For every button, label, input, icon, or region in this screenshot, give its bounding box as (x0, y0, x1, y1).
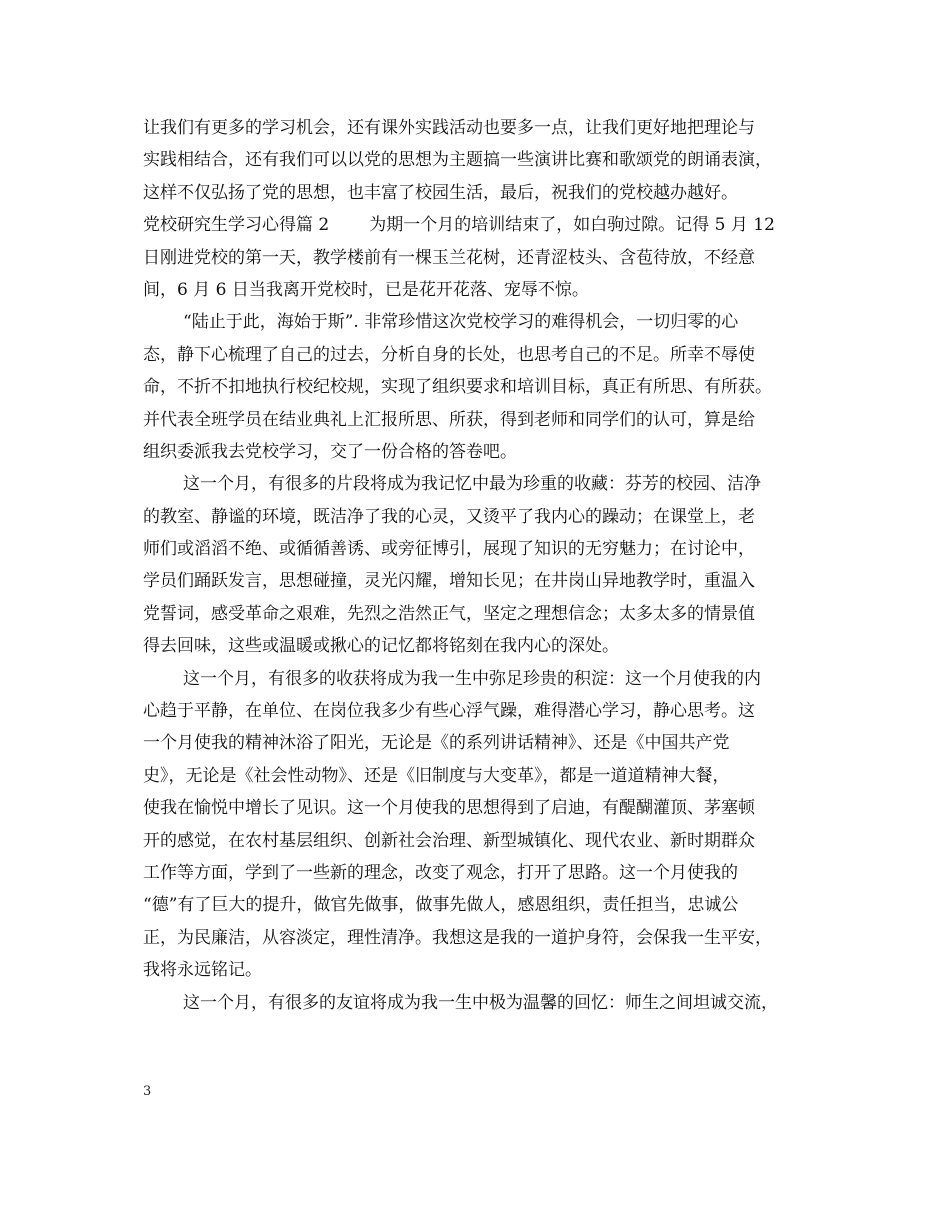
line-text: 使我在愉悦中增长了见识。这一个月使我的思想得到了启迪，有醍醐灌顶、茅塞顿 (143, 798, 755, 819)
line-text: 日刚进党校的第一天，教学楼前有一棵玉兰花树，还青涩枝头、含苞待放，不经意 (143, 247, 755, 268)
line-text: 师们或滔滔不绝、或循循善诱、或旁征博引，展现了知识的无穷魅力；在讨论中， (143, 539, 755, 560)
text-line (143, 306, 825, 338)
line-text: 为期一个月的培训结束了，如白驹过隙。记得 5 月 12 (369, 215, 775, 236)
text-line (143, 242, 825, 274)
text-line (143, 565, 825, 597)
line-text: 实践相结合，还有我们可以以党的思想为主题搞一些演讲比赛和歌颂党的朗诵表演， (143, 150, 772, 171)
line-text: 我将永远铭记。 (143, 960, 262, 981)
line-text: 命，不折不扣地执行校纪校规，实现了组织要求和培训目标，真正有所思、有所获。 (143, 377, 772, 398)
line-text: 让我们有更多的学习机会，还有课外实践活动也要多一点，让我们更好地把理论与 (143, 118, 755, 138)
text-line (143, 695, 825, 727)
text-line (143, 177, 825, 209)
line-text: 党誓词，感受革命之艰难，先烈之浩然正气，坚定之理想信念；太多太多的情景值 (143, 603, 755, 624)
text-line (143, 727, 825, 759)
text-line (143, 209, 825, 241)
line-text: 态，静下心梳理了自己的过去，分析自身的长处，也思考自己的不足。所幸不辱使 (143, 344, 755, 365)
text-line (143, 404, 825, 436)
line-text: 得去回味，这些或温暖或揪心的记忆都将铭刻在我内心的深处。 (143, 636, 619, 657)
text-line (143, 630, 825, 662)
text-line (143, 922, 825, 954)
line-text: “陆止于此，海始于斯”. 非常珍惜这次党校学习的难得机会，一切归零的心 (183, 312, 739, 333)
text-line (143, 760, 825, 792)
line-text: 工作等方面，学到了一些新的理念，改变了观念，打开了思路。这一个月使我的 (143, 862, 738, 883)
line-text: 的教室、静谧的环境，既洁净了我的心灵，又烫平了我内心的躁动；在课堂上，老 (143, 506, 755, 527)
text-line (143, 889, 825, 921)
text-line (143, 274, 825, 306)
line-text: 心趋于平静，在单位、在岗位我多少有些心浮气躁，难得潜心学习，静心思考。这 (143, 701, 755, 722)
text-line (143, 112, 825, 144)
text-line (143, 436, 825, 468)
text-line (143, 857, 825, 889)
body-text (143, 112, 825, 1019)
text-line (143, 987, 825, 1019)
line-text: 这样不仅弘扬了党的思想，也丰富了校园生活，最后，祝我们的党校越办越好。 (143, 182, 738, 203)
line-text: 间，6 月 6 日当我离开党校时，已是花开花落、宠辱不惊。 (143, 279, 589, 300)
text-line (143, 144, 825, 176)
text-line (143, 501, 825, 533)
line-text: 这一个月，有很多的片段将成为我记忆中最为珍重的收藏：芬芳的校园、洁净 (183, 474, 761, 495)
line-text: 史》，无论是《社会性动物》、还是《旧制度与大变革》，都是一道道精神大餐， (143, 765, 730, 786)
text-line (143, 339, 825, 371)
text-line (143, 663, 825, 695)
text-line (143, 825, 825, 857)
line-text: 这一个月，有很多的收获将成为我一生中弥足珍贵的积淀：这一个月使我的内 (183, 668, 761, 689)
line-text: 组织委派我去党校学习，交了一份合格的答卷吧。 (143, 441, 517, 462)
line-text: 一个月使我的精神沐浴了阳光，无论是《的系列讲话精神》、还是《中国共产党 (143, 733, 730, 754)
section-heading: 党校研究生学习心得篇 2 (143, 215, 330, 236)
line-text: 学员们踊跃发言，思想碰撞，灵光闪耀，增知长见；在井岗山异地教学时，重温入 (143, 571, 755, 592)
page-number: 3 (143, 1084, 152, 1099)
line-text: 正，为民廉洁，从容淡定，理性清净。我想这是我的一道护身符，会保我一生平安， (143, 927, 772, 948)
text-line (143, 371, 825, 403)
text-line (143, 598, 825, 630)
text-line (143, 468, 825, 500)
line-text: 并代表全班学员在结业典礼上汇报所思、所获，得到老师和同学们的认可，算是给 (143, 409, 755, 430)
text-line (143, 954, 825, 986)
line-text: “德”有了巨大的提升，做官先做事，做事先做人，感恩组织，责任担当，忠诚公 (143, 895, 739, 916)
line-text: 开的感觉，在农村基层组织、创新社会治理、新型城镇化、现代农业、新时期群众 (143, 830, 755, 851)
line-text: 这一个月，有很多的友谊将成为我一生中极为温馨的回忆：师生之间坦诚交流， (183, 992, 778, 1013)
text-line (143, 792, 825, 824)
text-line (143, 533, 825, 565)
